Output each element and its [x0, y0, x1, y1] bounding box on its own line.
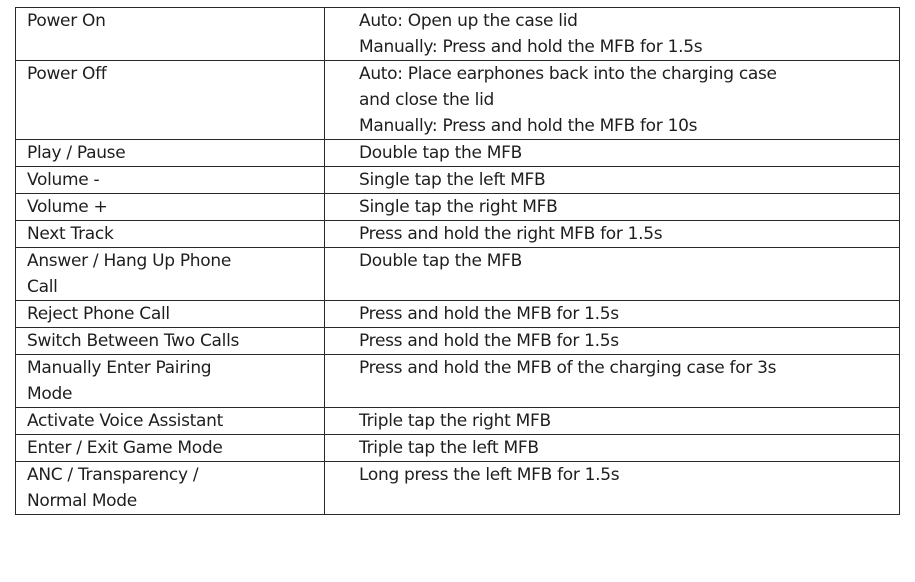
function-text: Answer / Hang Up Phone: [27, 251, 232, 271]
function-cell: [16, 140, 325, 167]
table-row: [16, 301, 900, 328]
function-text: Next Track: [27, 224, 114, 244]
function-text: Normal Mode: [27, 491, 137, 511]
table-row: [16, 167, 900, 194]
function-cell: [16, 301, 325, 328]
action-cell: [325, 248, 900, 301]
action-cell: [325, 194, 900, 221]
action-text: Long press the left MFB for 1.5s: [359, 465, 620, 485]
function-cell: [16, 194, 325, 221]
table-row: [16, 248, 900, 301]
action-text: Double tap the MFB: [359, 251, 522, 271]
function-cell: [16, 328, 325, 355]
table-row: [16, 221, 900, 248]
function-text: ANC / Transparency /: [27, 465, 199, 485]
function-text: Enter / Exit Game Mode: [27, 438, 223, 458]
action-text: Single tap the left MFB: [359, 170, 546, 190]
function-cell: [16, 221, 325, 248]
table-row: [16, 140, 900, 167]
table-row: [16, 408, 900, 435]
action-cell: [325, 408, 900, 435]
action-text: Press and hold the MFB for 1.5s: [359, 331, 619, 351]
function-text: Mode: [27, 384, 73, 404]
table-row: [16, 435, 900, 462]
table-row: [16, 61, 900, 140]
action-text: Double tap the MFB: [359, 143, 522, 163]
action-cell: [325, 301, 900, 328]
function-cell: [16, 61, 325, 140]
action-text: and close the lid: [359, 90, 495, 110]
table-row: [16, 355, 900, 408]
action-text: Press and hold the MFB for 1.5s: [359, 304, 619, 324]
action-cell: [325, 328, 900, 355]
function-text: Power Off: [27, 64, 107, 84]
function-cell: [16, 355, 325, 408]
function-text: Call: [27, 277, 58, 297]
table-row: [16, 462, 900, 515]
action-text: Manually: Press and hold the MFB for 1.5s: [359, 37, 703, 57]
function-cell: [16, 167, 325, 194]
action-cell: [325, 355, 900, 408]
action-text: Triple tap the left MFB: [359, 438, 539, 458]
action-text: Manually: Press and hold the MFB for 10s: [359, 116, 698, 136]
function-text: Play / Pause: [27, 143, 126, 163]
function-text: Volume +: [27, 197, 108, 217]
table-row: [16, 194, 900, 221]
function-text: Activate Voice Assistant: [27, 411, 223, 431]
action-cell: [325, 435, 900, 462]
function-text: Switch Between Two Calls: [27, 331, 240, 351]
function-cell: [16, 8, 325, 61]
action-text: Single tap the right MFB: [359, 197, 558, 217]
function-cell: [16, 462, 325, 515]
function-cell: [16, 408, 325, 435]
function-cell: [16, 435, 325, 462]
function-text: Volume -: [27, 170, 100, 190]
action-text: Triple tap the right MFB: [359, 411, 551, 431]
controls-table-body: [16, 8, 900, 515]
action-text: Press and hold the MFB of the charging case for 3s: [359, 358, 777, 378]
action-cell: [325, 221, 900, 248]
function-text: Manually Enter Pairing: [27, 358, 212, 378]
action-cell: [325, 8, 900, 61]
action-text: Press and hold the right MFB for 1.5s: [359, 224, 663, 244]
action-text: Auto: Place earphones back into the charging case: [359, 64, 777, 84]
function-text: Reject Phone Call: [27, 304, 170, 324]
action-cell: [325, 167, 900, 194]
table-row: [16, 328, 900, 355]
table-row: [16, 8, 900, 61]
action-cell: [325, 140, 900, 167]
action-cell: [325, 61, 900, 140]
action-text: Auto: Open up the case lid: [359, 11, 578, 31]
controls-table: [15, 7, 900, 515]
action-cell: [325, 462, 900, 515]
function-text: Power On: [27, 11, 106, 31]
function-cell: [16, 248, 325, 301]
